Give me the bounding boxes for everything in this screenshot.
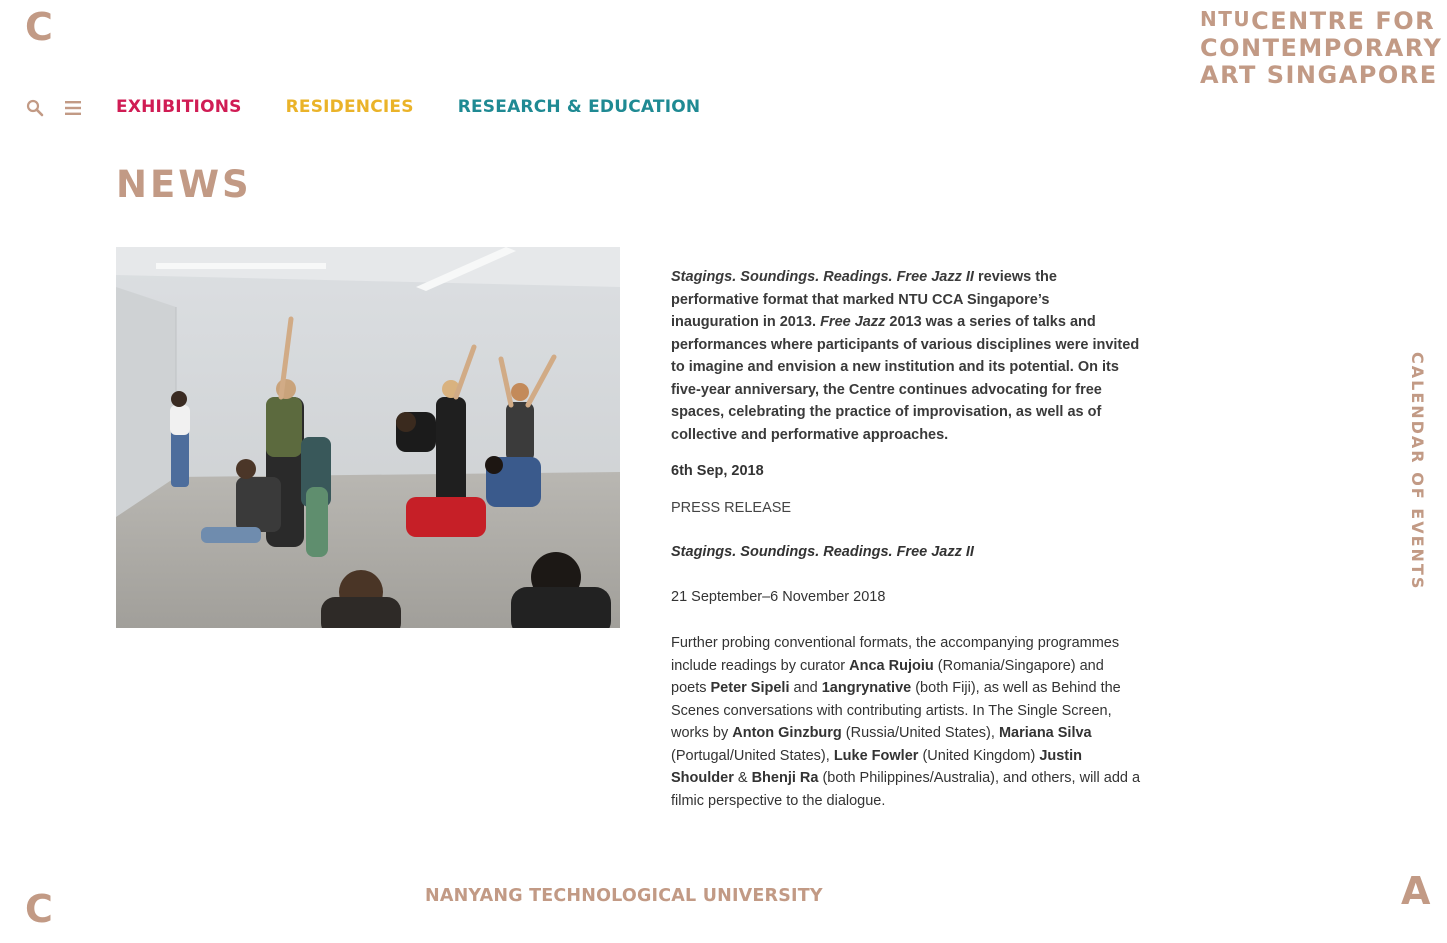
- nav-research-education[interactable]: RESEARCH & EDUCATION: [457, 97, 701, 117]
- logo-line-3: ART SINGAPORE: [1200, 60, 1438, 89]
- lead-text-2: 2013 was a series of talks and performances where participants of various disciplines were invited to imagine and envision a new institution and its potential. On its five-year anniversary, the Centre continues advocating for free spaces, celebrating the practice of improvisation, as well as of collective and performative approaches.: [671, 314, 1140, 443]
- page-title: NEWS: [116, 163, 252, 206]
- nav-exhibitions[interactable]: EXHIBITIONS: [116, 97, 242, 117]
- artist-name: Justin Shoulder: [671, 747, 1083, 786]
- artist-name: Anca Rujoiu: [849, 657, 934, 674]
- artist-name: Peter Sipeli: [710, 680, 790, 696]
- exhibition-period: 21 September–6 November 2018: [671, 588, 886, 605]
- press-release-label: PRESS RELEASE: [671, 499, 792, 516]
- article-body: [671, 632, 1141, 812]
- body-text: (Russia/United States),: [841, 725, 999, 741]
- artist-name: Mariana Silva: [998, 725, 1092, 741]
- logo-line-1: CENTRE FOR: [1251, 7, 1436, 35]
- calendar-of-events-link[interactable]: CALENDAR OF EVENTS: [1408, 352, 1427, 591]
- body-text: and: [789, 680, 822, 696]
- search-icon[interactable]: [24, 97, 46, 119]
- body-text: (Romania/Singapore) and poets: [671, 657, 1104, 696]
- news-article: [671, 266, 1141, 812]
- corner-logo-letter-bottom-right[interactable]: A: [1401, 869, 1431, 913]
- hamburger-menu-icon[interactable]: [62, 97, 84, 119]
- lead-title: Stagings. Soundings. Readings. Free Jazz II: [671, 269, 974, 285]
- artist-name: Luke Fowler: [833, 747, 919, 764]
- article-lead: [671, 266, 1141, 446]
- body-text: (United Kingdom): [918, 747, 1040, 764]
- main-nav: [116, 97, 744, 117]
- body-text: &: [733, 770, 752, 786]
- toolbar: [24, 97, 84, 119]
- lead-text-1: reviews the performative format that marked NTU CCA Singapore’s inauguration in 2013.: [671, 269, 1057, 330]
- logo-ntu-text: NTU: [1200, 7, 1252, 31]
- body-text: (both Philippines/Australia), and others, will add a filmic perspective to the dialogue.: [671, 770, 1141, 809]
- lead-em-free-jazz: Free Jazz: [820, 314, 886, 330]
- artist-name: Anton Ginzburg: [732, 725, 842, 741]
- body-text: (Portugal/United States),: [671, 747, 834, 764]
- article-subtitle: Stagings. Soundings. Readings. Free Jazz II: [671, 544, 974, 560]
- ntu-cca-logo[interactable]: [1200, 8, 1442, 89]
- logo-line-2: CONTEMPORARY: [1200, 33, 1443, 62]
- body-text: Further probing conventional formats, the accompanying programmes include readings by curator: [671, 635, 1120, 674]
- news-photo: [116, 247, 620, 628]
- corner-logo-letter-top-left[interactable]: C: [25, 5, 53, 49]
- corner-logo-letter-bottom-left[interactable]: C: [25, 887, 53, 931]
- nav-residencies[interactable]: RESIDENCIES: [285, 97, 414, 117]
- artist-name: 1angrynative: [821, 680, 912, 696]
- article-date: 6th Sep, 2018: [671, 463, 764, 479]
- artist-name: Bhenji Ra: [751, 770, 819, 786]
- footer-university-link[interactable]: NANYANG TECHNOLOGICAL UNIVERSITY: [425, 886, 823, 906]
- body-text: (both Fiji), as well as Behind the Scenes conversations with contributing artists. In The Single Screen, works by: [671, 680, 1121, 741]
